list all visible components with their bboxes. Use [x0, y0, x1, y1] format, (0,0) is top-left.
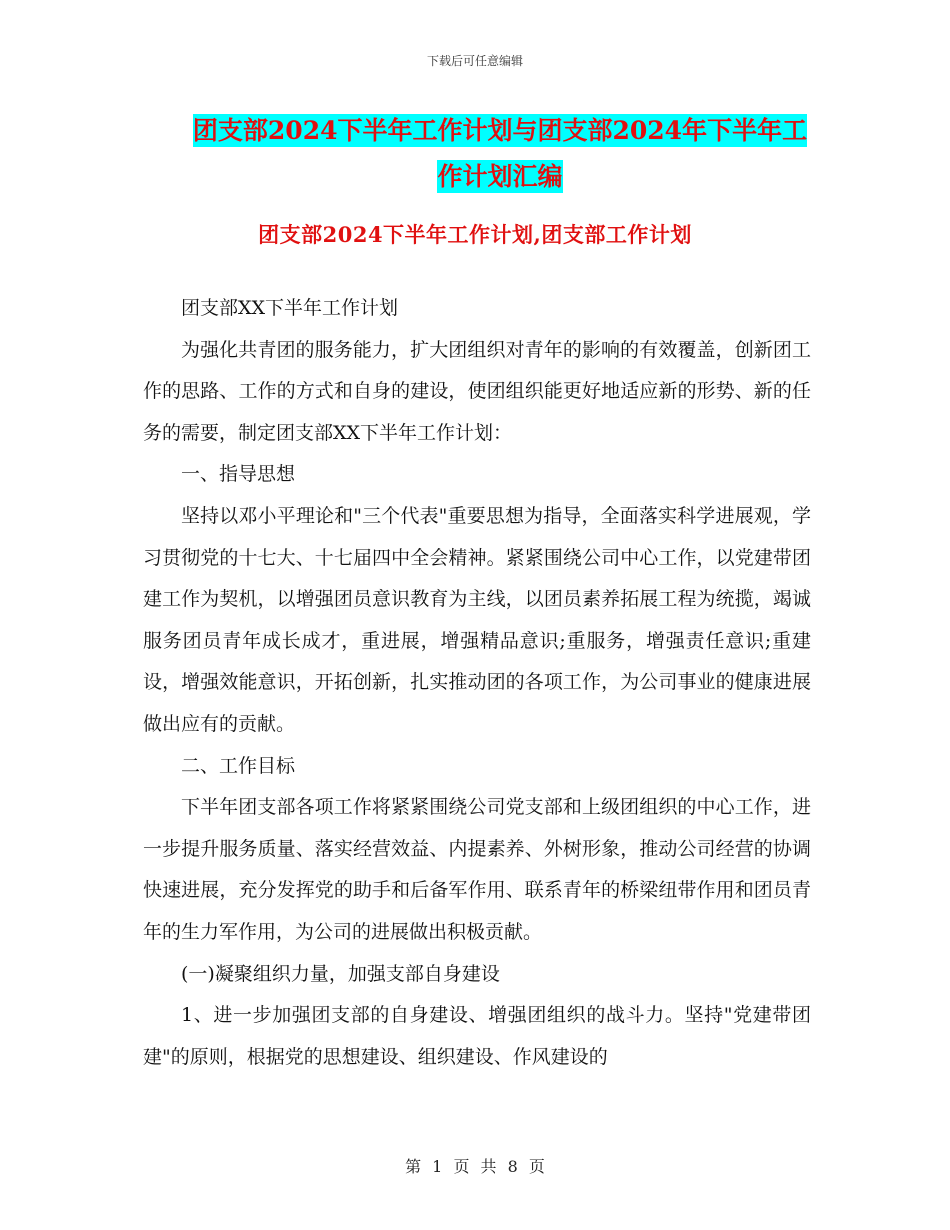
document-body — [143, 288, 811, 1078]
heading-guiding-thought: 一、指导思想 — [181, 463, 296, 486]
heading-work-goals: 二、工作目标 — [181, 754, 296, 777]
paragraph-intro: 为强化共青团的服务能力，扩大团组织对青年的影响的有效覆盖，创新团工作的思路、工作的方式和自身的建设，使团组织能更好地适应新的形势、新的任务的需要，制定团支部XX下半年工作计划： — [143, 338, 811, 444]
paragraph-subtitle: 团支部XX下半年工作计划 — [181, 297, 399, 319]
page-number: 第 1 页 共 8 页 — [405, 1157, 545, 1176]
section-title: 团支部2024下半年工作计划,团支部工作计划 — [258, 222, 692, 247]
paragraph-item-1: 1、进一步加强团支部的自身建设、增强团组织的战斗力。坚持"党建带团建"的原则，根据党的思想建设、组织建设、作风建设的 — [143, 1004, 811, 1068]
paragraph-work-goals: 下半年团支部各项工作将紧紧围绕公司党支部和上级团组织的中心工作，进一步提升服务质量、落实经营效益、内提素养、外树形象，推动公司经营的协调快速进展，充分发挥党的助手和后备军作用、联系青年的桥梁纽带作用和团员青年的生力军作用，为公司的进展做出积极贡献。 — [143, 796, 811, 943]
document-title-text: 团支部2024下半年工作计划与团支部2024年下半年工作计划汇编 — [192, 116, 808, 191]
page-header-note: 下载后可任意编辑 — [426, 54, 523, 68]
document-title — [190, 108, 810, 200]
paragraph-guiding-thought: 坚持以邓小平理论和"三个代表"重要思想为指导，全面落实科学进展观，学习贯彻党的十七大、十七届四中全会精神。紧紧围绕公司中心工作，以党建带团建工作为契机，以增强团员意识教育为主线，以团员素养拓展工程为统揽，竭诚服务团员青年成长成才，重进展，增强精品意识;重服务，增强责任意识;重建设，增强效能意识，开拓创新，扎实推动团的各项工作，为公司事业的健康进展做出应有的贡献。 — [143, 504, 811, 735]
heading-organization: (一)凝聚组织力量，加强支部自身建设 — [181, 962, 500, 985]
